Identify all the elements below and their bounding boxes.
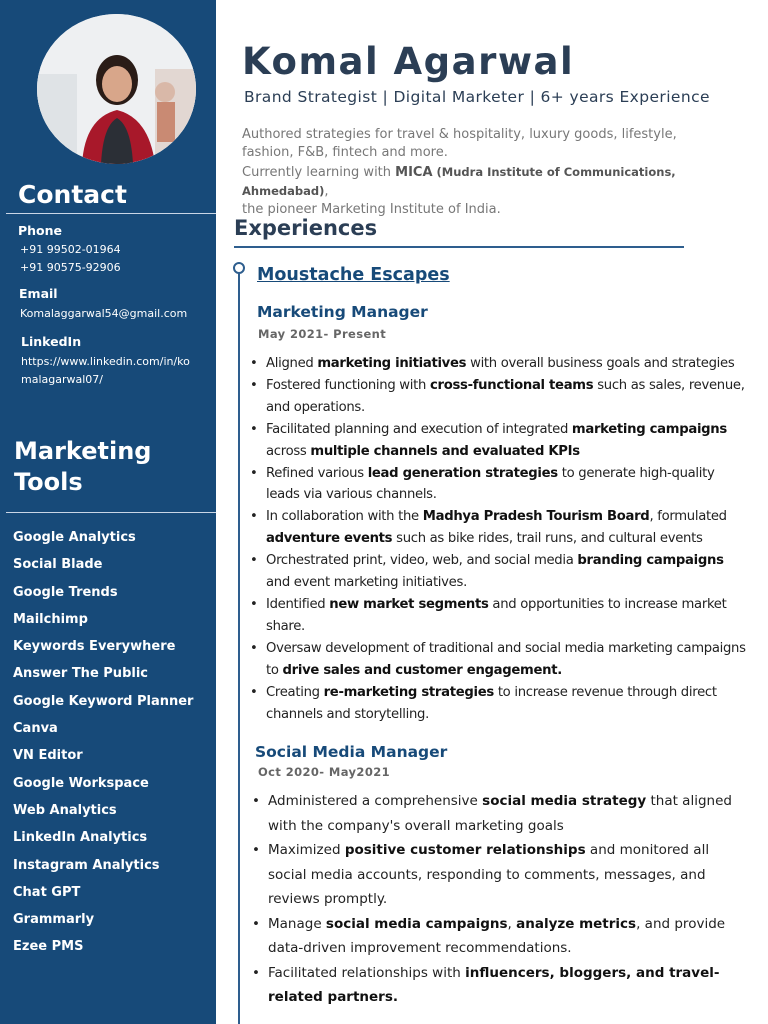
linkedin-link-line-1: https://www.linkedin.com/in/ko	[21, 355, 190, 368]
bullet-bold-text: analyze metrics	[516, 915, 637, 932]
bullet-bold-text: Madhya Pradesh Tourism Board	[422, 509, 650, 525]
tool-item: Social Blade	[13, 557, 103, 573]
bullet-bold-text: social media strategy	[482, 793, 647, 809]
bullet-text: , formulated	[649, 509, 727, 525]
bullet-bold-text: adventure events	[266, 531, 393, 547]
tool-item: VN Editor	[13, 748, 83, 764]
summary-line: the pioneer Marketing Institute of India.	[242, 202, 501, 218]
bullet-text: to generate high-quality leads via various channels.	[266, 465, 715, 503]
tool-item: Google Trends	[13, 584, 118, 600]
bullet-item	[250, 789, 750, 838]
bullet-text: ,	[507, 915, 517, 932]
summary-line	[242, 163, 742, 202]
bullet-bold-text: drive sales and customer engagement.	[282, 662, 562, 678]
bullet-bold-text: new market segments	[329, 596, 489, 612]
tool-item: Answer The Public	[13, 666, 148, 682]
tools-heading-line-2: Tools	[14, 468, 83, 496]
bullet-text: Maximized	[268, 842, 345, 858]
bullet-text: Identified	[266, 596, 330, 612]
bullet-text: such as bike rides, trail runs, and cultural events	[392, 531, 703, 547]
company-name[interactable]: Moustache Escapes	[257, 265, 450, 285]
bullet-text: across	[266, 443, 311, 459]
contact-divider	[6, 213, 216, 214]
bullet-item	[248, 638, 748, 682]
bullet-text: with overall business goals and strategies	[466, 356, 735, 371]
tool-item: Canva	[13, 721, 58, 737]
marketing-tools-heading	[14, 436, 151, 498]
bullet-text: and monitored all social media accounts, responding to comments, messages, and reviews promptly.	[268, 842, 710, 907]
bullet-text: and event marketing initiatives.	[266, 575, 467, 591]
role-1-bullets	[248, 353, 748, 725]
tool-item: Google Analytics	[13, 530, 136, 545]
bullet-item	[248, 463, 748, 507]
bullet-text: Facilitated planning and execution of integrated	[266, 421, 572, 437]
timeline-dot-icon	[233, 262, 245, 274]
profile-summary	[242, 126, 742, 219]
role-title-marketing-manager: Marketing Manager	[257, 303, 428, 321]
candidate-subtitle: Brand Strategist | Digital Marketer | 6+ years Experience	[244, 88, 710, 106]
bullet-bold-text: social media campaigns	[325, 915, 508, 932]
tool-item: Chat GPT	[13, 884, 81, 900]
bullet-text: Fostered functioning with	[266, 377, 430, 393]
bullet-bold-text: lead generation strategies	[367, 465, 558, 481]
mica-text: MICA	[395, 164, 433, 180]
candidate-name: Komal Agarwal	[242, 40, 575, 83]
email-link[interactable]: Komalaggarwal54@gmail.com	[20, 307, 188, 320]
bullet-item	[248, 594, 748, 638]
bullet-text: to increase revenue through direct channels and storytelling.	[266, 684, 717, 722]
phone-number-2[interactable]: +91 90575-92906	[20, 261, 121, 274]
linkedin-link-line-2: malagarwal07/	[21, 373, 103, 386]
bullet-text: Refined various	[266, 465, 368, 481]
tool-item: Keywords Everywhere	[13, 639, 176, 655]
role-dates: May 2021- Present	[258, 327, 387, 341]
tool-item: Google Keyword Planner	[13, 693, 194, 709]
summary-line: Authored strategies for travel & hospitality, luxury goods, lifestyle,	[242, 127, 677, 142]
bullet-item	[248, 506, 748, 550]
bullet-bold-text: marketing campaigns	[571, 421, 727, 437]
bullet-item	[248, 682, 748, 726]
bullet-item	[250, 961, 750, 1010]
role-2-bullets	[250, 789, 750, 1010]
bullet-text: , and provide data-driven improvement recommendations.	[268, 915, 726, 956]
bullet-text: such as sales, revenue, and operations.	[266, 377, 745, 415]
experiences-divider	[234, 246, 684, 248]
bullet-text: Oversaw development of traditional and social media marketing campaigns to	[266, 640, 746, 678]
tools-heading-line-1: Marketing	[14, 437, 152, 465]
tool-item: Mailchimp	[13, 611, 88, 627]
bullet-bold-text: influencers, bloggers, and travel-related partners.	[268, 964, 720, 1005]
sidebar	[0, 0, 216, 1024]
role-title-social-media-manager: Social Media Manager	[255, 743, 448, 761]
person-photo-icon	[37, 14, 196, 164]
bullet-text: Orchestrated print, video, web, and social media	[266, 553, 578, 569]
tool-item: Instagram Analytics	[13, 857, 160, 873]
summary-text: Currently learning with	[242, 164, 396, 180]
bullet-text: that aligned with the company's overall marketing goals	[268, 793, 732, 834]
linkedin-label: LinkedIn	[21, 334, 82, 349]
phone-number-1[interactable]: +91 99502-01964	[20, 243, 121, 256]
bullet-item	[248, 419, 748, 463]
contact-heading: Contact	[18, 180, 127, 209]
bullet-text: Creating	[266, 684, 324, 700]
summary-line: fashion, F&B, fintech and more.	[242, 145, 448, 161]
bullet-text: and opportunities to increase market share.	[266, 596, 727, 634]
bullet-bold-text: re-marketing strategies	[323, 684, 494, 700]
bullet-text: Administered a comprehensive	[268, 793, 483, 809]
bullet-item	[248, 375, 748, 419]
bullet-bold-text: marketing initiatives	[317, 356, 467, 371]
phone-label: Phone	[18, 223, 63, 238]
tool-item: Grammarly	[13, 912, 95, 928]
bullet-text: In collaboration with the	[266, 509, 423, 525]
bullet-text: Facilitated relationships with	[268, 964, 466, 981]
bullet-item	[250, 838, 750, 912]
linkedin-link[interactable]	[21, 353, 190, 389]
bullet-bold-text: branding campaigns	[577, 553, 724, 569]
bullet-bold-text: multiple channels and evaluated KPIs	[310, 443, 580, 459]
bullet-text: Aligned	[266, 356, 318, 371]
email-label: Email	[19, 286, 58, 301]
bullet-bold-text: cross-functional teams	[429, 377, 594, 393]
bullet-item	[248, 550, 748, 594]
experiences-heading: Experiences	[234, 216, 378, 240]
tool-list	[13, 526, 193, 963]
tool-item: LinkedIn Analytics	[13, 830, 148, 846]
summary-text: ,	[324, 183, 329, 199]
tool-item: Google Workspace	[13, 775, 149, 791]
bullet-item	[250, 912, 750, 961]
bullet-item	[248, 353, 748, 375]
profile-photo	[37, 14, 196, 164]
tool-item: Ezee PMS	[13, 939, 84, 955]
institute-text: (Mudra Institute of Communications, Ahmedabad)	[242, 164, 676, 198]
tool-item: Web Analytics	[13, 802, 117, 818]
tools-divider	[6, 512, 216, 513]
role-dates: Oct 2020- May2021	[258, 765, 391, 779]
bullet-text: Manage	[268, 915, 326, 932]
timeline-line	[238, 266, 240, 1024]
bullet-bold-text: positive customer relationships	[344, 842, 586, 858]
